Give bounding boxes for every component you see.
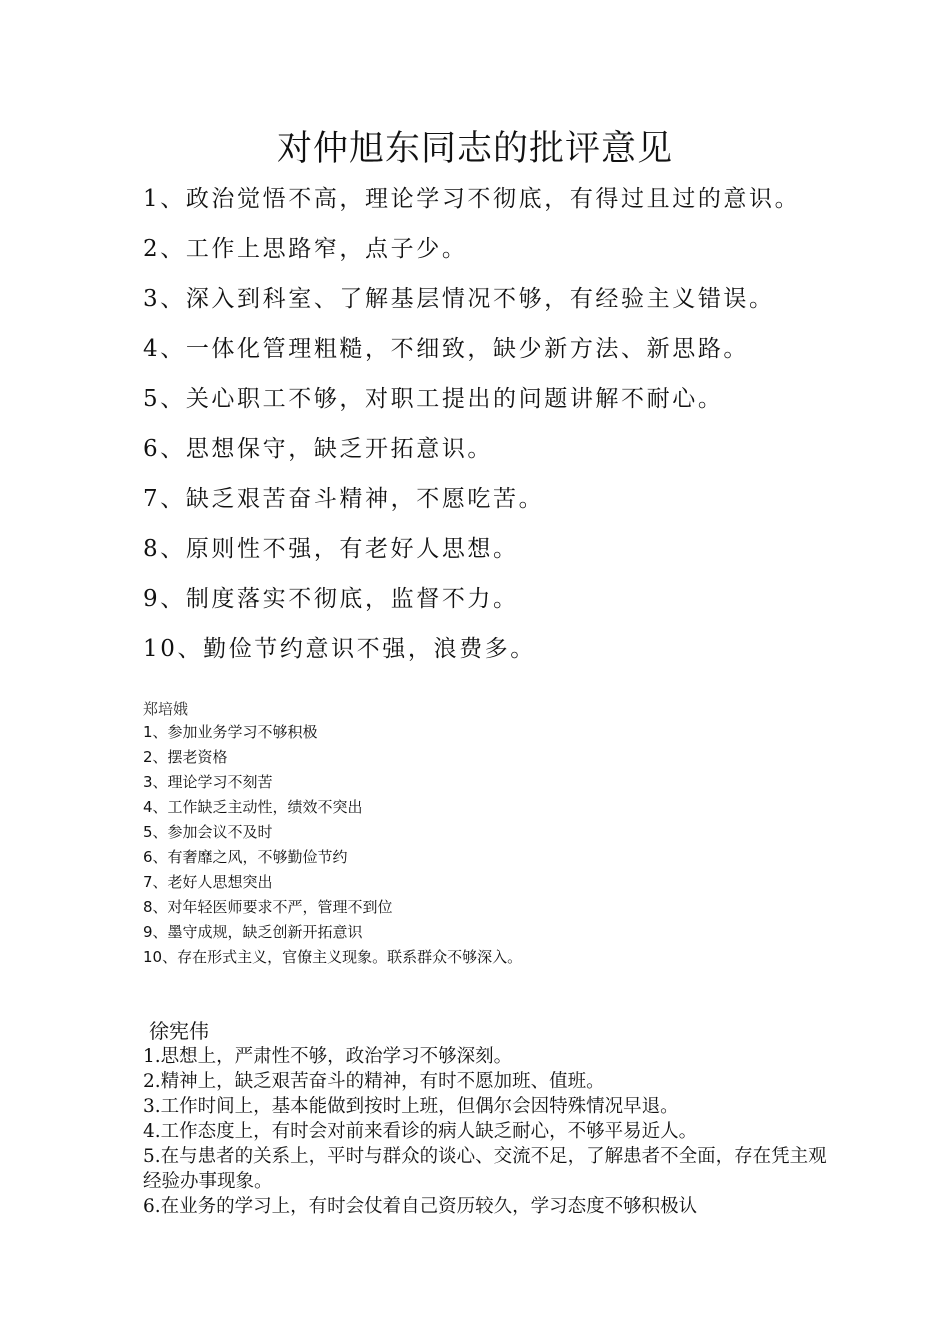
list-item: 6、有奢靡之风，不够勤俭节约 — [143, 848, 348, 866]
list-item: 7、老好人思想突出 — [143, 873, 273, 891]
list-item: 8、原则性不强，有老好人思想。 — [143, 536, 519, 562]
list-item: 2、摆老资格 — [143, 748, 228, 766]
list-item: 6.在业务的学习上，有时会仗着自己资历较久，学习态度不够积极认 — [143, 1196, 698, 1217]
list-item: 3.工作时间上，基本能做到按时上班，但偶尔会因特殊情况早退。 — [143, 1096, 679, 1117]
list-item: 1.思想上，严肃性不够，政治学习不够深刻。 — [143, 1046, 513, 1067]
list-item: 5、关心职工不够，对职工提出的问题讲解不耐心。 — [143, 386, 724, 412]
list-item: 3、理论学习不刻苦 — [143, 773, 273, 791]
author-name: 郑培娥 — [143, 700, 189, 718]
list-item: 7、缺乏艰苦奋斗精神，不愿吃苦。 — [143, 486, 545, 512]
list-item: 3、深入到科室、了解基层情况不够，有经验主义错误。 — [143, 286, 775, 312]
list-item: 10、存在形式主义，官僚主义现象。联系群众不够深入。 — [143, 948, 523, 966]
list-item: 2.精神上，缺乏艰苦奋斗的精神，有时不愿加班、值班。 — [143, 1071, 605, 1092]
list-item: 4.工作态度上，有时会对前来看诊的病人缺乏耐心，不够平易近人。 — [143, 1121, 698, 1142]
list-item: 5、参加会议不及时 — [143, 823, 273, 841]
author-name: 徐宪伟 — [149, 1019, 209, 1043]
list-item: 6、思想保守，缺乏开拓意识。 — [143, 436, 494, 462]
list-item: 10、勤俭节约意识不强，浪费多。 — [143, 636, 536, 662]
list-item: 8、对年轻医师要求不严，管理不到位 — [143, 898, 393, 916]
list-item: 9、制度落实不彻底，监督不力。 — [143, 586, 519, 612]
criticism-list-xu — [143, 1018, 833, 1219]
criticism-list-main — [143, 174, 933, 674]
document-title: 对仲旭东同志的批评意见 — [276, 129, 673, 169]
list-item: 4、一体化管理粗糙，不细致，缺少新方法、新思路。 — [143, 336, 750, 362]
list-item: 2、工作上思路窄，点子少。 — [143, 236, 468, 262]
criticism-list-zheng — [143, 698, 923, 970]
list-item: 1、政治觉悟不高，理论学习不彻底，有得过且过的意识。 — [143, 186, 801, 212]
list-item: 5.在与患者的关系上，平时与群众的谈心、交流不足，了解患者不全面，存在凭主观经验办事现象。 — [143, 1146, 827, 1192]
list-item: 4、工作缺乏主动性，绩效不突出 — [143, 798, 363, 816]
list-item: 9、墨守成规，缺乏创新开拓意识 — [143, 923, 363, 941]
list-item: 1、参加业务学习不够积极 — [143, 723, 318, 741]
